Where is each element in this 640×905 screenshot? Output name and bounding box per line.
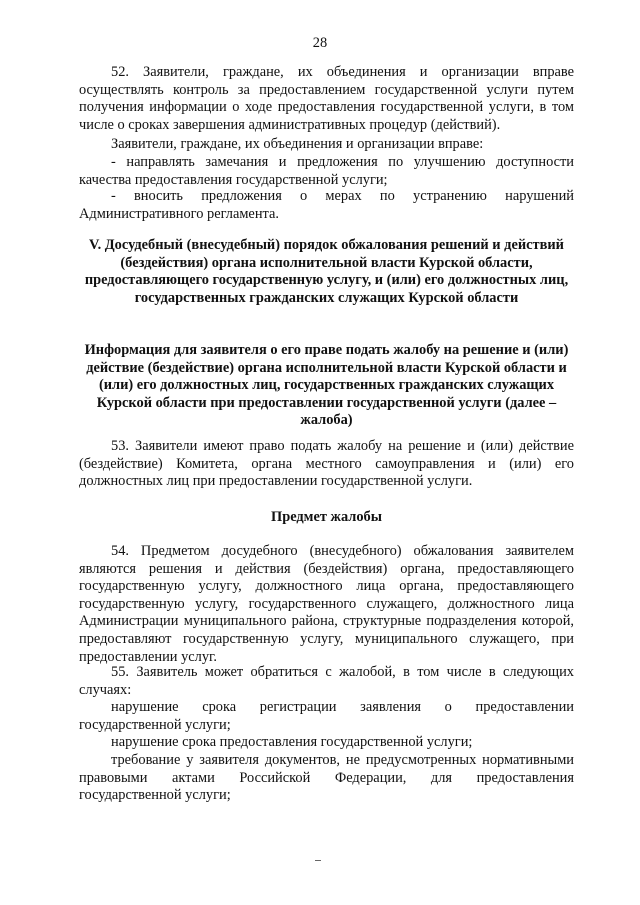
- paragraph-text: нарушение срока предоставления государственной услуги;: [111, 734, 473, 750]
- section-v-heading: [79, 237, 574, 307]
- info-heading: [79, 342, 574, 430]
- paragraph-text: - направлять замечания и предложения по улучшению доступности качества предоставления государственной услуги;: [79, 154, 574, 188]
- heading-text: Предмет жалобы: [271, 509, 382, 525]
- paragraph-54: [79, 543, 574, 666]
- paragraph-52: [79, 64, 574, 134]
- case-registration: [79, 699, 574, 734]
- paragraph-text: нарушение срока регистрации заявления о предоставлении государственной услуги;: [79, 699, 574, 733]
- case-documents: [79, 752, 574, 805]
- footer-mark: [315, 860, 321, 861]
- list-item-remarks: [79, 154, 574, 189]
- heading-text: V. Досудебный (внесудебный) порядок обжалования решений и действий (бездействия) органа исполнительной власти Курской области, предоставляющего государственную услугу, и (или) его должностных лиц, государственных гражданских служащих Курской области: [84, 237, 569, 306]
- paragraph-text: 54. Предметом досудебного (внесудебного) обжалования заявителем являются решения и действия (бездействия) органа, предоставляющего государственную услугу, должностного лица органа, предоставляющего государственную услугу, государственного служащего, должностного лица Администрации муниципального района, структурные подразделения которой, предоставляют государственную услугу, муниципального служащего, при предоставлении услуг.: [79, 543, 574, 665]
- paragraph-rights: [79, 136, 574, 154]
- paragraph-text: Заявители, граждане, их объединения и организации вправе:: [111, 136, 484, 152]
- paragraph-55: [79, 664, 574, 699]
- paragraph-53: [79, 438, 574, 491]
- list-item-proposals: [79, 188, 574, 223]
- paragraph-text: 52. Заявители, граждане, их объединения и организации вправе осуществлять контроль за предоставлением государственной услуги путем получения информации о ходе предоставления государственной услуги, в том числе о сроках завершения административных процедур (действий).: [79, 64, 574, 133]
- subject-heading: [79, 509, 574, 527]
- paragraph-text: требование у заявителя документов, не предусмотренных нормативными правовыми актами Российской Федерации, для предоставления государственной услуги;: [79, 752, 574, 804]
- paragraph-text: 55. Заявитель может обратиться с жалобой, в том числе в следующих случаях:: [79, 664, 574, 698]
- paragraph-text: 53. Заявители имеют право подать жалобу на решение и (или) действие (бездействие) Комитета, органа местного самоуправления и (или) его должностных лиц при предоставлении государственной услуги.: [79, 438, 574, 490]
- paragraph-text: - вносить предложения о мерах по устранению нарушений Административного регламента.: [79, 188, 574, 222]
- case-deadline: [79, 734, 574, 752]
- heading-text: Информация для заявителя о его праве подать жалобу на решение и (или) действие (бездействие) органа исполнительной власти Курской области и (или) его должностных лиц, государственных гражданских служащих Курской области при предоставлении государственной услуги (далее – жалоба): [84, 342, 569, 429]
- page-number: 28: [312, 35, 328, 51]
